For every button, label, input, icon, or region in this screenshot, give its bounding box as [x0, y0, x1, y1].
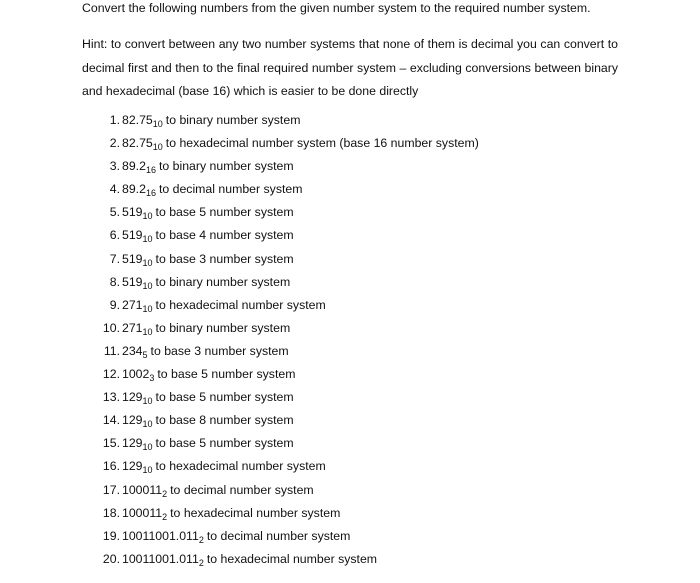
problem-item — [84, 271, 479, 294]
problem-item — [84, 386, 479, 409]
problem-list — [84, 109, 479, 571]
problem-number: 19. — [102, 528, 120, 543]
problem-base-subscript: 2 — [198, 557, 204, 568]
problem-target: to base 5 number system — [155, 436, 294, 451]
problem-base-subscript: 10 — [142, 257, 153, 268]
problem-number: 6. — [109, 228, 120, 243]
problem-base-subscript: 10 — [142, 326, 153, 337]
problem-target: to hexadecimal number system — [155, 297, 326, 312]
problem-value: 519 — [122, 228, 143, 243]
problem-number: 3. — [109, 159, 120, 174]
problem-number: 13. — [102, 390, 120, 405]
problem-number: 15. — [102, 436, 120, 451]
problem-base-subscript: 10 — [142, 442, 153, 453]
problem-item — [84, 201, 479, 224]
problem-target: to binary number system — [155, 320, 291, 335]
problem-value: 10011001.011 — [122, 551, 199, 566]
problem-target: to hexadecimal number system — [170, 505, 341, 520]
problem-value: 519 — [122, 205, 143, 220]
problem-item — [84, 248, 479, 271]
problem-base-subscript: 2 — [198, 534, 204, 545]
problem-target: to base 5 number system — [155, 390, 294, 405]
problem-item — [84, 455, 479, 478]
problem-target: to base 3 number system — [150, 343, 289, 358]
problem-target: to binary number system — [165, 113, 301, 127]
problem-value: 271 — [122, 320, 143, 335]
problem-value: 519 — [122, 274, 143, 289]
problem-target: to hexadecimal number system — [155, 459, 326, 474]
problem-base-subscript: 2 — [162, 488, 168, 499]
problem-base-subscript: 3 — [149, 373, 155, 384]
instruction-text: Convert the following numbers from the given number system to the required number system. — [82, 1, 591, 15]
problem-value: 82.75 — [122, 113, 153, 127]
problem-base-subscript: 10 — [142, 234, 153, 245]
problem-value: 129 — [122, 436, 143, 451]
problem-target: to base 4 number system — [155, 228, 294, 243]
problem-base-subscript: 2 — [162, 511, 168, 522]
problem-base-subscript: 10 — [152, 142, 163, 153]
problem-item — [84, 479, 479, 502]
problem-value: 129 — [122, 390, 143, 405]
problem-number: 5. — [109, 205, 120, 220]
problem-base-subscript: 10 — [142, 396, 153, 407]
problem-number: 17. — [102, 482, 120, 497]
problem-target: to base 5 number system — [157, 367, 296, 382]
problem-value: 519 — [122, 251, 143, 266]
problem-base-subscript: 10 — [142, 211, 153, 222]
problem-number: 11. — [103, 343, 120, 358]
problem-item — [84, 409, 479, 432]
problem-value: 271 — [122, 297, 143, 312]
problem-target: to hexadecimal number system — [206, 551, 378, 566]
problem-base-subscript: 16 — [145, 165, 156, 176]
problem-number: 2. — [109, 136, 120, 151]
problem-base-subscript: 10 — [142, 280, 153, 291]
problem-item — [84, 294, 479, 317]
problem-item — [84, 548, 479, 571]
problem-value: 1002 — [122, 367, 150, 382]
problem-value: 234 — [122, 343, 143, 358]
problem-item — [84, 178, 479, 201]
problem-number: 4. — [109, 182, 120, 197]
problem-target: to decimal number system — [158, 182, 303, 197]
problem-number: 20. — [102, 551, 120, 566]
problem-item — [84, 363, 479, 386]
problem-value: 89.2 — [122, 182, 146, 197]
problem-base-subscript: 10 — [142, 303, 153, 314]
problem-target: to decimal number system — [206, 528, 351, 543]
problem-target: to base 3 number system — [155, 251, 294, 266]
problem-item — [84, 109, 479, 132]
problem-base-subscript: 10 — [152, 119, 163, 129]
problem-number: 8. — [109, 274, 120, 289]
problem-base-subscript: 5 — [142, 349, 148, 360]
problem-value: 100011 — [122, 505, 163, 520]
problem-item — [84, 317, 479, 340]
problem-item — [84, 155, 479, 178]
problem-number: 9. — [109, 297, 120, 312]
problem-item — [84, 132, 479, 155]
problem-target: to decimal number system — [170, 482, 314, 497]
problem-item — [84, 340, 479, 363]
problem-number: 10. — [102, 320, 120, 335]
problem-target: to base 5 number system — [155, 205, 294, 220]
problem-item — [84, 224, 479, 247]
problem-target: to hexadecimal number system (base 16 number system) — [165, 136, 479, 151]
problem-target: to binary number system — [158, 159, 294, 174]
problem-item — [84, 432, 479, 455]
problem-item — [84, 525, 479, 548]
hint-paragraph: Hint: to convert between any two number systems that none of them is decimal you can convert to decimal first and then to the final required number system – excluding conversions between binary and hexadecimal (base 16) which is easier to be done directly — [82, 37, 618, 98]
problem-item — [84, 502, 479, 525]
problem-number: 12. — [102, 367, 120, 382]
problem-base-subscript: 10 — [142, 465, 153, 476]
problem-number: 14. — [102, 413, 120, 428]
problem-number: 16. — [102, 459, 120, 474]
problem-value: 89.2 — [122, 159, 146, 174]
problem-value: 10011001.011 — [122, 528, 199, 543]
problem-value: 129 — [122, 413, 143, 428]
problem-base-subscript: 10 — [142, 419, 153, 430]
problem-base-subscript: 16 — [145, 188, 156, 199]
problem-value: 100011 — [122, 482, 163, 497]
problem-value: 82.75 — [122, 136, 153, 151]
problem-number: 1. — [109, 113, 120, 127]
problem-target: to binary number system — [155, 274, 291, 289]
problem-number: 7. — [109, 251, 120, 266]
problem-target: to base 8 number system — [155, 413, 294, 428]
problem-number: 18. — [102, 505, 120, 520]
problem-value: 129 — [122, 459, 143, 474]
